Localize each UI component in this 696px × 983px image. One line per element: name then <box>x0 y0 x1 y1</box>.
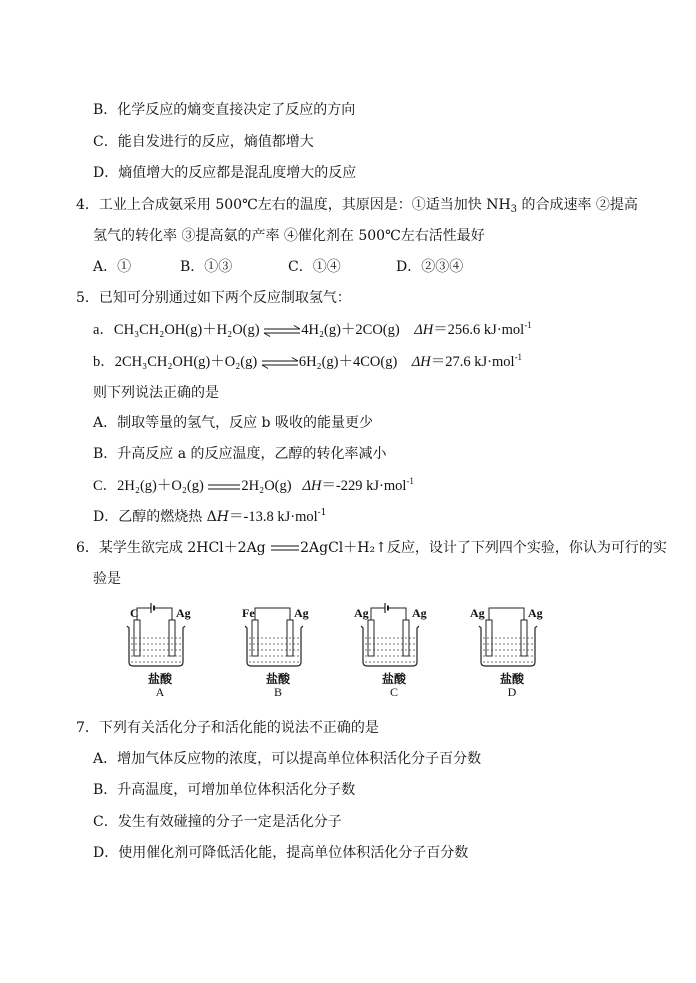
q4-option-c: C．①④ <box>288 259 341 275</box>
beaker-b <box>240 600 316 700</box>
q6-stem-line1: 6．某学生欲完成 2HCl＋2Ag 2AgCl＋H₂↑反应，设计了下列四个实验，你认为可行的实 <box>76 540 667 556</box>
q4-option-a: A．① <box>93 259 132 275</box>
q4-stem-line2: 氢气的转化率 ③提高氨的产率 ④催化剂在 500℃左右活性最好 <box>93 228 485 244</box>
equals-arrow-icon <box>270 543 300 553</box>
q3-option-d: D．熵值增大的反应都是混乱度增大的反应 <box>93 165 357 181</box>
q7-option-a: A．增加气体反应物的浓度，可以提高单位体积活化分子百分数 <box>93 751 482 767</box>
q3-option-c: C．能自发进行的反应，熵值都增大 <box>93 134 314 150</box>
q6-stem-line2: 验是 <box>93 571 121 587</box>
beaker-d <box>470 600 550 700</box>
q4-option-d: D．②③④ <box>396 259 464 275</box>
equilibrium-arrow-icon <box>261 357 299 369</box>
electrode-left-label: Ag <box>354 606 369 620</box>
figure-letter: B <box>273 685 282 699</box>
figure-letter: A <box>155 685 165 699</box>
beaker-a <box>122 600 198 700</box>
solution-label: 盐酸 <box>265 672 290 686</box>
q7-option-b: B．升高温度，可增加单位体积活化分子数 <box>93 782 356 798</box>
q3-option-b: B．化学反应的熵变直接决定了反应的方向 <box>93 102 356 118</box>
equilibrium-arrow-icon <box>263 325 301 337</box>
electrode-right-label: Ag <box>176 606 191 620</box>
q7-stem: 7．下列有关活化分子和活化能的说法不正确的是 <box>76 720 379 736</box>
solution-label: 盐酸 <box>499 672 524 686</box>
q7-option-d: D．使用催化剂可降低活化能，提高单位体积活化分子百分数 <box>93 845 469 861</box>
q5-reaction-a: a．CH₃CH₂OH(g)＋H₂O(g) 4H₂(g)＋2CO(g) ΔH＝256.6 kJ·mol$^{-1}$ <box>93 320 532 338</box>
q4-option-b: B．①③ <box>180 259 233 275</box>
q5-option-a: A．制取等量的氢气，反应 b 吸收的能量更少 <box>93 415 373 431</box>
q5-option-d: D．乙醇的燃烧热 ΔH＝-13.8 kJ·mol$^{-1}$ <box>93 508 327 525</box>
electrode-left-label: C <box>130 606 139 620</box>
beaker-c <box>356 600 432 700</box>
electrode-right-label: Ag <box>528 606 543 620</box>
electrode-left-label: Ag <box>470 606 485 620</box>
q5-option-b: B．升高反应 a 的反应温度，乙醇的转化率减小 <box>93 446 387 462</box>
solution-label: 盐酸 <box>381 672 406 686</box>
equals-arrow-icon <box>207 482 241 492</box>
q6-apparatus-figures <box>122 600 562 700</box>
electrode-right-label: Ag <box>294 606 309 620</box>
solution-label: 盐酸 <box>147 672 172 686</box>
electrode-left-label: Fe <box>242 606 255 620</box>
figure-letter: D <box>507 685 517 699</box>
electrode-right-label: Ag <box>412 606 427 620</box>
q4-stem-line1: 4．工业上合成氨采用 500℃左右的温度，其原因是：①适当加快 $NH_3$ 的合成速率 ②提高 <box>76 197 638 215</box>
q7-option-c: C．发生有效碰撞的分子一定是活化分子 <box>93 814 342 830</box>
q5-question: 则下列说法正确的是 <box>93 385 219 401</box>
q5-reaction-b: b．2CH₃CH₂OH(g)＋O₂(g) 6H₂(g)＋4CO(g) ΔH＝27.6 kJ·mol$^{-1}$ <box>93 352 523 370</box>
q5-option-c: C．2H₂(g)＋O₂(g) 2H₂O(g) ΔH＝-229 kJ·mol$^{-1}$ <box>93 476 414 494</box>
q5-stem: 5．已知可分别通过如下两个反应制取氢气： <box>76 290 351 306</box>
figure-letter: C <box>389 685 398 699</box>
